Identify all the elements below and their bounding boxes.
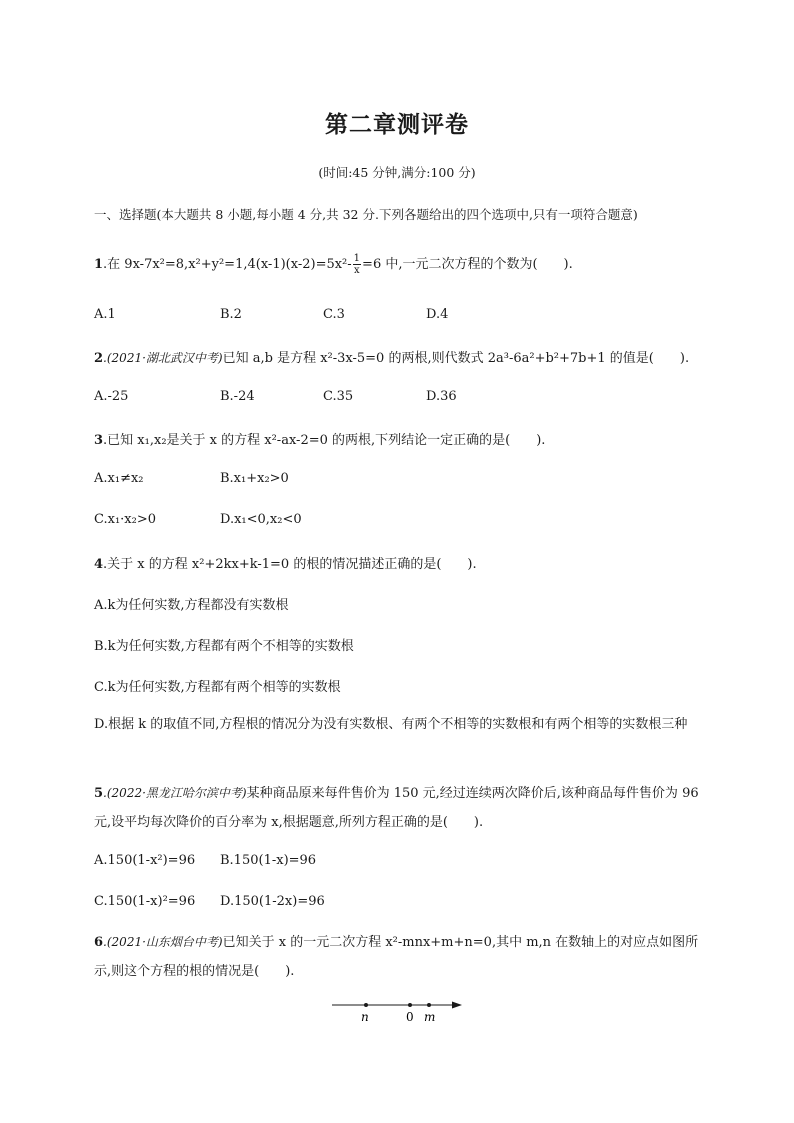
exam-info: (时间:45 分钟,满分:100 分) <box>318 165 476 180</box>
point-n <box>364 1003 368 1007</box>
section-heading: 一、选择题(本大题共 8 小题,每小题 4 分,共 32 分.下列各题给出的四个选项中,只有一项符合题意) <box>94 207 638 222</box>
arrow-icon <box>452 1002 462 1009</box>
label-n: n <box>361 1010 369 1024</box>
option-a[interactable]: A.x₁≠x₂ <box>94 471 144 486</box>
option-c[interactable]: C.3 <box>323 307 345 322</box>
question-text: .在 9x-7x²=8,x²+y²=1,4(x-1)(x-2)=5x²- <box>103 257 352 272</box>
question-number: 5 <box>94 786 104 801</box>
option-b[interactable]: B.k为任何实数,方程都有两个不相等的实数根 <box>94 639 354 654</box>
question-number: 4 <box>94 557 104 572</box>
option-c[interactable]: C.x₁·x₂>0 <box>94 512 156 527</box>
option-b[interactable]: B.150(1-x)=96 <box>220 853 317 868</box>
question-text-end: =6 中,一元二次方程的个数为( ). <box>362 257 573 272</box>
page-title: 第二章测评卷 <box>325 112 469 138</box>
option-a[interactable]: A.150(1-x²)=96 <box>94 853 196 868</box>
option-d[interactable]: D.x₁<0,x₂<0 <box>220 512 302 527</box>
option-c[interactable]: C.35 <box>323 389 354 404</box>
question-source: .(2022·黑龙江哈尔滨中考) <box>103 786 247 800</box>
number-line-figure <box>328 996 468 1028</box>
question-text: 某种商品原来每件售价为 150 元,经过连续两次降价后,该种商品每件售价为 96 元,设平均每次降价的百分率为 x,根据题意,所列方程正确的是( ). <box>94 786 699 830</box>
option-a[interactable]: A.-25 <box>94 389 129 404</box>
question-text: 已知 a,b 是方程 x²-3x-5=0 的两根,则代数式 2a³-6a²+b²+7b+1 的值是( ). <box>222 351 690 366</box>
option-b[interactable]: B.x₁+x₂>0 <box>220 471 289 486</box>
label-origin: 0 <box>406 1010 414 1024</box>
question-2 <box>94 347 714 366</box>
question-4 <box>94 553 714 572</box>
question-text: 已知关于 x 的一元二次方程 x²-mnx+m+n=0,其中 m,n 在数轴上的对应点如图所示,则这个方程的根的情况是( ). <box>94 935 699 979</box>
option-d[interactable]: D.根据 k 的取值不同,方程根的情况分为没有实数根、有两个不相等的实数根和有两个相等的实数根三种 <box>94 717 688 732</box>
question-text: .已知 x₁,x₂是关于 x 的方程 x²-ax-2=0 的两根,下列结论一定正确的是( ). <box>103 433 546 448</box>
option-d[interactable]: D.36 <box>426 389 457 404</box>
label-m: m <box>424 1010 436 1024</box>
option-d[interactable]: D.150(1-2x)=96 <box>220 894 325 909</box>
question-number: 2 <box>94 351 104 366</box>
option-a[interactable]: A.1 <box>94 307 116 322</box>
question-number: 6 <box>94 935 104 950</box>
fraction-denominator: x <box>354 265 360 276</box>
question-3 <box>94 429 714 448</box>
question-1 <box>94 253 714 276</box>
option-c[interactable]: C.150(1-x)²=96 <box>94 894 196 909</box>
fraction <box>353 253 361 276</box>
question-text: .关于 x 的方程 x²+2kx+k-1=0 的根的情况描述正确的是( ). <box>103 557 477 572</box>
option-b[interactable]: B.2 <box>220 307 242 322</box>
question-source: .(2021·山东烟台中考) <box>103 935 223 949</box>
fraction-numerator: 1 <box>353 253 361 264</box>
point-origin <box>408 1003 412 1007</box>
option-b[interactable]: B.-24 <box>220 389 255 404</box>
question-source: .(2021·湖北武汉中考) <box>103 351 223 365</box>
option-d[interactable]: D.4 <box>426 307 449 322</box>
point-m <box>427 1003 431 1007</box>
option-c[interactable]: C.k为任何实数,方程都有两个相等的实数根 <box>94 680 341 695</box>
option-a[interactable]: A.k为任何实数,方程都没有实数根 <box>94 598 289 613</box>
question-number: 3 <box>94 433 104 448</box>
question-5 <box>94 779 704 837</box>
question-6 <box>94 928 704 986</box>
question-number: 1 <box>94 257 104 272</box>
